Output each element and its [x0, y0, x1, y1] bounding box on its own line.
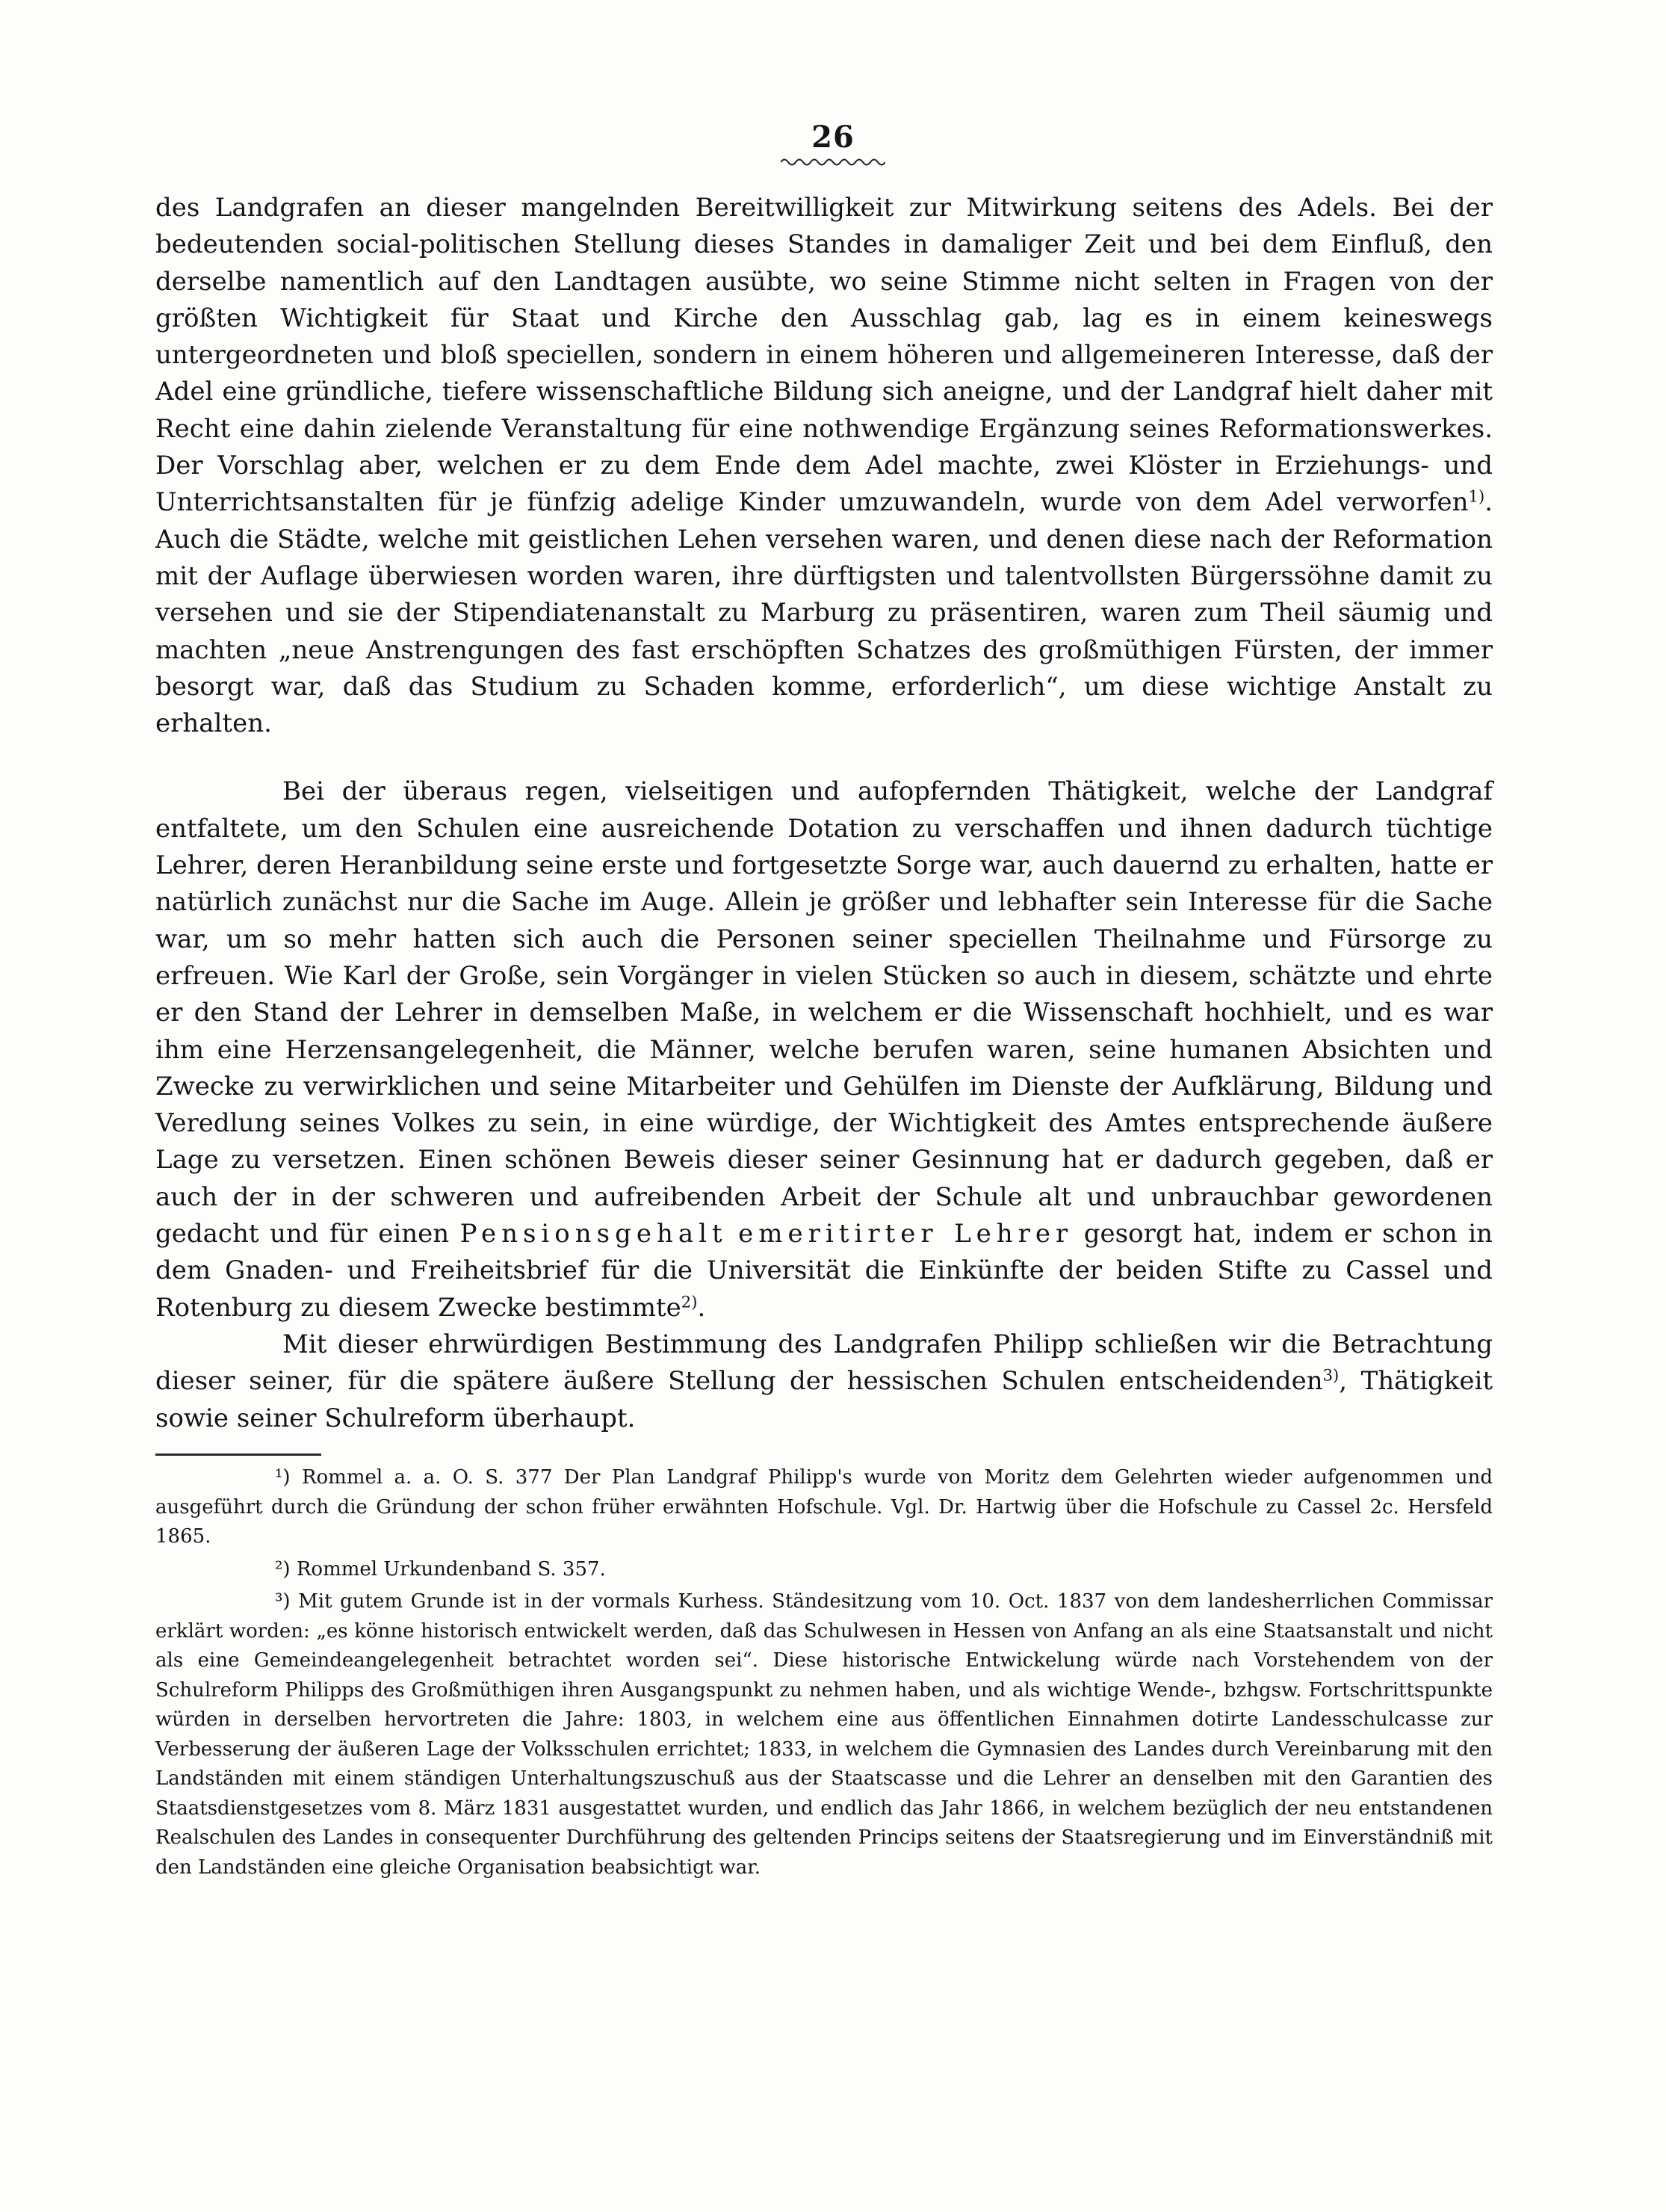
footnote-2 [155, 1555, 1493, 1585]
paragraph-2-text: Bei der überaus regen, vielseitigen und aufopfernden Thätigkeit, welche der Landgraf entfaltete, um den Schulen eine ausreichende Dotation zu verschaffen und ihnen dadurch tüchtige Lehrer, deren Heranbildung seine erste und fortgesetzte Sorge war, auch dauernd zu erhalten, hatte er natürlich zunächst nur die Sache im Auge. Allein je größer und lebhafter sein Interesse für die Sache war, um so mehr hatten sich auch die Personen seiner speciellen Theilnahme und Fürsorge zu erfreuen. Wie Karl der Große, sein Vorgänger in vielen Stücken so auch in diesem, schätzte und ehrte er den Stand der Lehrer in demselben Maße, in welchem er die Wissenschaft hochhielt, und es war ihm eine Herzensangelegenheit, die Männer, welche berufen waren, seine humanen Absichten und Zwecke zu verwirklichen und seine Mitarbeiter und Gehülfen im Dienste der Aufklärung, Bildung und Veredlung seines Volkes zu sein, in eine würdige, der Wichtigkeit des Amtes entsprechende äußere Lage zu versetzen. Einen schönen Beweis dieser seiner Gesinnung hat er dadurch gegeben, daß er auch der in der schweren und aufreibenden Arbeit der Schule alt und unbrauchbar gewordenen gedacht und für einen [155, 776, 1493, 1249]
main-text [155, 190, 1493, 1437]
paragraph-1-text: des Landgrafen an dieser mangelnden Bereitwilligkeit zur Mitwirkung seitens des Adels. Bei der bedeutenden social-politischen Stellung dieses Standes in damaliger Zeit und bei dem Einfluß, den derselbe namentlich auf den Landtagen ausübte, wo seine Stimme nicht selten in Fragen von der größten Wichtigkeit für Staat und Kirche den Ausschlag gab, lag es in einem keineswegs untergeordneten und bloß speciellen, sondern in einem höheren und allgemeineren Interesse, daß der Adel eine gründliche, tiefere wissenschaftliche Bildung sich aneigne, und der Landgraf hielt daher mit Recht eine dahin zielende Veranstaltung für eine nothwendige Ergänzung seines Reformationswerkes. Der Vorschlag aber, welchen er zu dem Ende dem Adel machte, zwei Klöster in Erziehungs- und Unterrichtsanstalten für je fünfzig adelige Kinder umzuwandeln, wurde von dem Adel verworfen [155, 193, 1493, 518]
footnote-2-text: Rommel Urkundenband S. 357. [296, 1557, 606, 1581]
page-number: 26 [811, 120, 855, 155]
footnote-1-marker: ¹) [275, 1466, 291, 1489]
paragraph-3 [155, 1326, 1493, 1437]
paragraph-1-tail: . Auch die Städte, welche mit geistlichen Lehen versehen waren, und denen diese nach der Reformation mit der Auflage überwiesen worden waren, ihre dürftigsten und talentvollsten Bürgerssöhne damit zu versehen und sie der Stipendiatenanstalt zu Marburg zu präsentiren, waren zum Theil säumig und machten „neue Anstrengungen des fast erschöpften Schatzes des großmüthigen Fürsten, der immer besorgt war, daß das Studium zu Schaden komme, erforderlich“, um diese wichtige Anstalt zu erhalten. [155, 487, 1493, 739]
footnote-3-text: Mit gutem Grunde ist in der vormals Kurhess. Ständesitzung vom 10. Oct. 1837 von dem landesherrlichen Commissar erklärt worden: „es könne historisch entwickelt werden, daß das Schulwesen in Hessen von Anfang an als eine Staatsanstalt und nicht als eine Gemeindeangelegenheit betrachtet worden sei“. Diese historische Entwickelung würde nach Vorstehendem von der Schulreform Philipps des Großmüthigen ihren Ausgangspunkt zu nehmen haben, und als wichtige Wende-, bzhgsw. Fortschrittspunkte würden in derselben hervortreten die Jahre: 1803, in welchem eine aus öffentlichen Einnahmen dotirte Landesschulcasse zur Verbesserung der äußeren Lage der Volksschulen errichtet; 1833, in welchem die Gymnasien des Landes durch Vereinbarung mit den Landständen mit einem ständigen Unterhaltungszuschuß aus der Staatscasse und die Lehrer an denselben mit den Garantien des Staatsdienstgesetzes vom 8. März 1831 ausgestattet wurden, und endlich das Jahr 1866, in welchem bezüglich der neu entstandenen Realschulen des Landes in consequenter Durchführung des geltenden Princips seitens der Staatsregierung und im Einverständniß mit den Landständen eine gleiche Organisation beabsichtigt war. [155, 1590, 1493, 1879]
paragraph-2-emphasis-1: Pensionsgehalt [459, 1219, 728, 1249]
paragraph-2-tail: gesorgt hat, indem er schon in dem Gnaden- und Freiheitsbrief für die Universität die Einkünfte der beiden Stifte zu Cassel und Rotenburg zu diesem Zwecke bestimmte [155, 1219, 1493, 1323]
paragraph-3-text: Mit dieser ehrwürdigen Bestimmung des Landgrafen Philipp schließen wir die Betrachtung dieser seiner, für die spätere äußere Stellung der hessischen Schulen entscheidenden [155, 1329, 1493, 1397]
footnotes [155, 1463, 1493, 1885]
footnote-ref-3: 3) [1322, 1365, 1340, 1385]
paragraph-1 [155, 190, 1493, 742]
paragraph-2: Bei der überaus regen, vielseitigen und aufopfernden Thätigkeit, welche der Landgraf entfaltete, um den Schulen eine ausreichende Dotation zu verschaffen und ihnen dadurch tüchtige Lehrer, deren Heranbildung seine erste und fortgesetzte Sorge war, auch dauernd zu erhalten, hatte er natürlich zunächst nur die Sache im Auge. Allein je größer und lebhafter sein Interesse für die Sache war, um so mehr hatten sich auch die Personen seiner speciellen Theilnahme und Fürsorge zu erfreuen. Wie Karl der Große, sein Vorgänger in vielen Stücken so auch in diesem, schätzte und ehrte er den Stand der Lehrer in demselben Maße, in welchem er die Wissenschaft hochhielt, und es war ihm eine Herzensangelegenheit, die Männer, welche berufen waren, seine humanen Absichten und Zwecke zu verwirklichen und seine Mitarbeiter und Gehülfen im Dienste der Aufklärung, Bildung und Veredlung seines Volkes zu sein, in eine würdige, der Wichtigkeit des Amtes entsprechende äußere Lage zu versetzen. Einen schönen Beweis dieser seiner Gesinnung hat er dadurch gegeben, daß er auch der in der schweren und aufreibenden Arbeit der Schule alt und unbrauchbar gewordenen gedacht und für einen Pensionsgehalt emeritirter Lehrer gesorgt hat, indem er schon in dem Gnaden- und Freiheitsbrief für die Universität die Einkünfte der beiden Stifte zu Cassel und Rotenburg zu diesem Zwecke bestimmte$^{2)}$. [155, 776, 1493, 1323]
paragraph-3-tail: , Thätigkeit sowie seiner Schulreform überhaupt. [155, 1366, 1493, 1433]
page-number-ornament [781, 157, 885, 167]
footnote-2-marker: ²) [275, 1557, 291, 1581]
footnote-3-marker: ³) [275, 1590, 291, 1613]
footnote-ref-1: 1) [1468, 486, 1485, 506]
footnote-separator [155, 1453, 321, 1456]
paragraph-gap [155, 742, 1493, 773]
paragraph-2-emphasis-2: emeritirter Lehrer [738, 1219, 1074, 1249]
footnote-1 [155, 1463, 1493, 1552]
footnote-3 [155, 1587, 1493, 1882]
footnote-ref-2: 2) [681, 1292, 698, 1312]
footnote-1-text: Rommel a. a. O. S. 377 Der Plan Landgraf Philipp's wurde von Moritz dem Gelehrten wieder aufgenommen und ausgeführt durch die Gründung der schon früher erwähnten Hofschule. Vgl. Dr. Hartwig über die Hofschule zu Cassel 2c. Hersfeld 1865. [155, 1466, 1493, 1548]
